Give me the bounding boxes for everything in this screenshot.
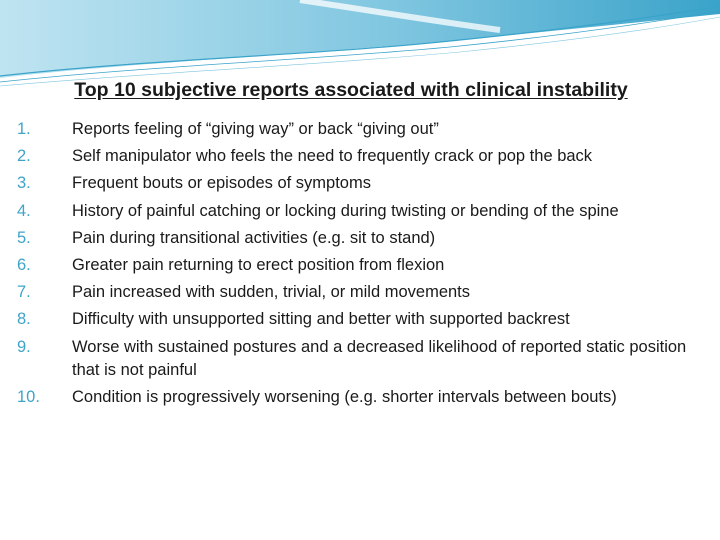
list-item-number: 2. bbox=[17, 147, 31, 166]
list-item-number: 1. bbox=[17, 120, 31, 138]
list-item-text: Pain increased with sudden, trivial, or mild movements bbox=[72, 283, 471, 302]
list-item bbox=[17, 172, 707, 195]
list-item-text: Reports feeling of “giving way” or back “giving out” bbox=[72, 120, 439, 138]
list-item-number: 7. bbox=[17, 283, 31, 302]
list-item-text: History of painful catching or locking during twisting or bending of the spine bbox=[72, 201, 619, 220]
report-list bbox=[17, 118, 707, 413]
list-item bbox=[17, 200, 707, 223]
header-wave-decoration bbox=[0, 0, 720, 90]
list-item bbox=[17, 145, 707, 168]
list-item-text: Frequent bouts or episodes of symptoms bbox=[72, 174, 371, 193]
slide-title: Top 10 subjective reports associated with clinical instability bbox=[74, 79, 628, 101]
list-item bbox=[17, 281, 707, 304]
list-item bbox=[17, 308, 707, 331]
list-item-number: 9. bbox=[17, 337, 31, 356]
list-item-number: 10. bbox=[17, 387, 40, 406]
list-item-text: Condition is progressively worsening (e.g. shorter intervals between bouts) bbox=[72, 387, 617, 406]
list-item-number: 4. bbox=[17, 201, 31, 220]
list-item-number: 3. bbox=[17, 174, 31, 193]
list-item bbox=[17, 386, 707, 409]
list-item-number: 5. bbox=[17, 228, 31, 247]
list-item-text: Difficulty with unsupported sitting and better with supported backrest bbox=[72, 310, 570, 329]
list-item bbox=[17, 118, 707, 141]
list-item-text: Pain during transitional activities (e.g. sit to stand) bbox=[72, 228, 436, 247]
list-item-text: Self manipulator who feels the need to frequently crack or pop the back bbox=[72, 147, 593, 166]
list-item-number: 6. bbox=[17, 255, 31, 274]
list-item-text: Greater pain returning to erect position from flexion bbox=[72, 255, 445, 274]
list-item-text: Worse with sustained postures and a decreased likelihood of reported static position that is not painful bbox=[72, 337, 687, 379]
list-item-number: 8. bbox=[17, 310, 31, 329]
list-item bbox=[17, 227, 707, 250]
list-item bbox=[17, 254, 707, 277]
list-item bbox=[17, 336, 707, 383]
